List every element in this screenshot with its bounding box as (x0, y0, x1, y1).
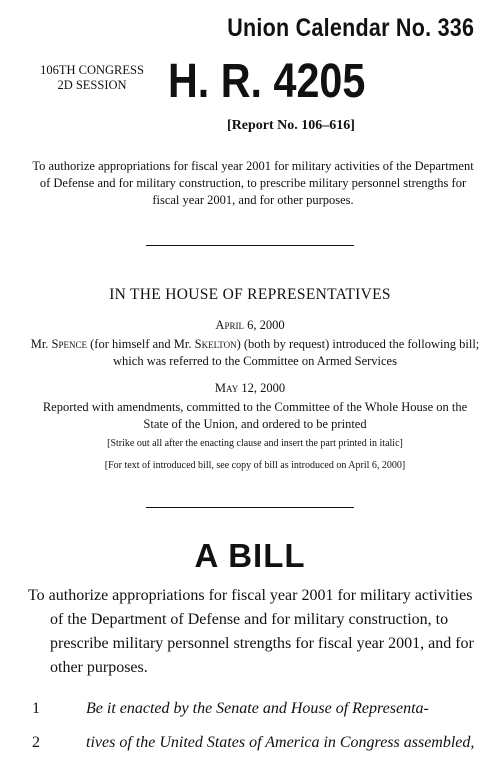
union-calendar-number: Union Calendar No. 336 (226, 14, 474, 42)
strike-out-note: [Strike out all after the enacting clause and insert the part printed in italic] (107, 438, 403, 449)
intro-mid: (for himself and Mr. (87, 337, 195, 351)
divider-top (146, 245, 354, 246)
enacting-clause-line: tives of the United States of America in Congress assembled, (86, 734, 475, 751)
bill-purpose (28, 584, 478, 680)
report-date: May 12, 2000 (214, 381, 286, 395)
purpose-text: To authorize appropriations for fiscal year 2001 for military activities of the Department of Defense and for military construction, to prescribe military personnel strengths for fiscal year 2001, and for other purposes. (28, 587, 474, 676)
introduction-text (30, 336, 480, 370)
report-number: [Report No. 106–616] (227, 118, 355, 133)
congress-number: 106TH CONGRESS (40, 63, 144, 77)
cosponsor-name: Skelton (194, 337, 237, 351)
reported-text: Reported with amendments, committed to the Committee of the Whole House on the State of the Union, and ordered to be printed (42, 400, 468, 431)
divider-bottom (146, 507, 354, 508)
bill-summary: To authorize appropriations for fiscal year 2001 for military activities of the Department of Defense and for military construction, to prescribe military personnel strengths for fiscal year 2001, and for other purposes. (32, 159, 474, 207)
bill-number: H. R. 4205 (168, 55, 366, 108)
house-heading: IN THE HOUSE OF REPRESENTATIVES (109, 286, 391, 303)
introduced-text-note: [For text of introduced bill, see copy of bill as introduced on April 6, 2000] (104, 460, 406, 471)
congress-session (22, 63, 162, 93)
intro-rest: ) (both by request) introduced the following bill; which was referred to the Committee on Armed Services (113, 337, 480, 368)
introduction-date: April 6, 2000 (215, 318, 285, 332)
line-number: 2 (32, 734, 40, 751)
intro-prefix: Mr. (30, 337, 52, 351)
line-number: 1 (32, 700, 40, 717)
sponsor-name: Spence (51, 337, 88, 351)
enacting-clause-line: Be it enacted by the Senate and House of Representa- (86, 700, 429, 717)
session-number: 2D SESSION (57, 78, 127, 92)
bill-title: A BILL (194, 537, 306, 574)
